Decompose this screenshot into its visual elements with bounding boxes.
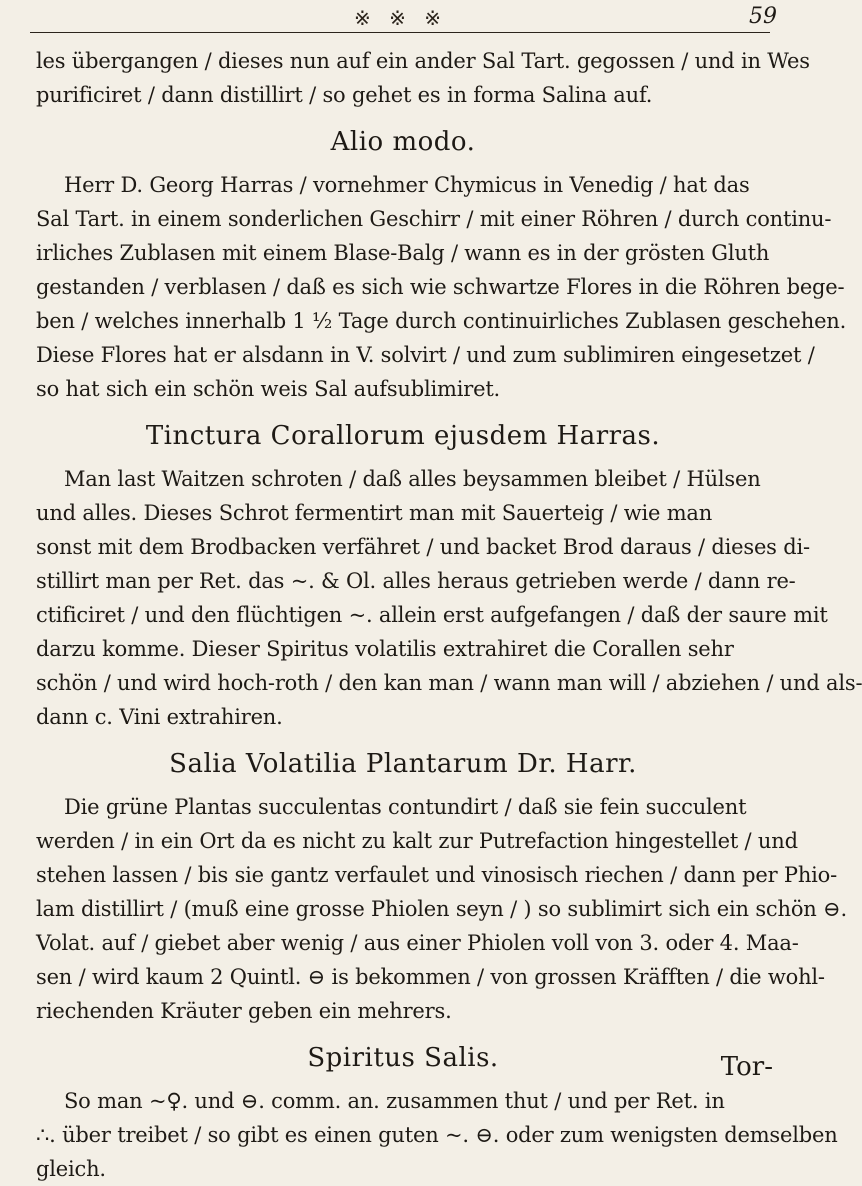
text-line: Sal Tart. in einem sonderlichen Geschirr / mit einer Röhren / durch continu- xyxy=(36,207,832,231)
section-heading: Tinctura Corallorum ejusdem Harras. xyxy=(145,421,661,451)
text-line: Herr D. Georg Harras / vornehmer Chymicus in Venedig / hat das xyxy=(64,173,750,197)
text-line: irliches Zublasen mit einem Blase-Balg / wann es in der grösten Gluth xyxy=(36,241,770,265)
text-line: Diese Flores hat er alsdann in V. solvirt / und zum sublimiren eingesetzet / xyxy=(36,343,815,367)
text-line: So man ~♀. und ⊖. comm. an. zusammen thut / und per Ret. in xyxy=(64,1089,725,1113)
text-line: Die grüne Plantas succulentas contundirt / daß sie fein succulent xyxy=(64,795,747,819)
text-line: ben / welches innerhalb 1 ½ Tage durch continuirliches Zublasen geschehen. xyxy=(36,309,847,333)
text-line: stehen lassen / bis sie gantz verfaulet und vinosisch riechen / dann per Phio- xyxy=(36,863,838,887)
text-line: ∴. über treibet / so gibt es einen guten ~. ⊖. oder zum wenigsten demselben xyxy=(36,1123,838,1147)
section-heading: Spiritus Salis. xyxy=(307,1043,499,1073)
text-line: so hat sich ein schön weis Sal aufsublimiret. xyxy=(36,377,501,401)
text-line: und alles. Dieses Schrot fermentirt man mit Sauerteig / wie man xyxy=(36,501,713,525)
catchword: Tor- xyxy=(720,1052,773,1082)
text-line: purificiret / dann distillirt / so gehet es in forma Salina auf. xyxy=(36,83,653,107)
text-line: stillirt man per Ret. das ~. & Ol. alles heraus getrieben werde / dann re- xyxy=(36,569,796,593)
text-line: gestanden / verblasen / daß es sich wie schwartze Flores in die Röhren bege- xyxy=(36,275,845,299)
section-heading: Alio modo. xyxy=(330,127,476,157)
text-line: sonst mit dem Brodbacken verfähret / und backet Brod daraus / dieses di- xyxy=(36,535,810,559)
text-line: les übergangen / dieses nun auf ein ander Sal Tart. gegossen / und in Wes xyxy=(36,49,810,73)
text-line: riechenden Kräuter geben ein mehrers. xyxy=(36,999,452,1023)
page-number: 59 xyxy=(749,4,777,29)
text-line: sen / wird kaum 2 Quintl. ⊖ is bekommen / von grossen Kräfften / die wohl- xyxy=(36,965,825,989)
text-line: Man last Waitzen schroten / daß alles beysammen bleibet / Hülsen xyxy=(64,467,761,491)
text-line: schön / und wird hoch-roth / den kan man / wann man will / abziehen / und als- xyxy=(36,671,862,695)
text-line: gleich. xyxy=(36,1157,106,1181)
page-text xyxy=(36,44,862,1186)
header-rule xyxy=(30,32,770,33)
text-line: dann c. Vini extrahiren. xyxy=(36,705,283,729)
text-line: ctificiret / und den flüchtigen ~. allein erst aufgefangen / daß der saure mit xyxy=(36,603,828,627)
text-line: Volat. auf / giebet aber wenig / aus einer Phiolen voll von 3. oder 4. Maa- xyxy=(36,931,799,955)
header-ornaments: ※ ※ ※ xyxy=(354,6,447,30)
text-line: werden / in ein Ort da es nicht zu kalt zur Putrefaction hingestellet / und xyxy=(36,829,798,853)
text-line: lam distillirt / (muß eine grosse Phiolen seyn / ) so sublimirt sich ein schön ⊖. xyxy=(36,897,847,921)
section-heading: Salia Volatilia Plantarum Dr. Harr. xyxy=(169,749,637,779)
text-line: darzu komme. Dieser Spiritus volatilis extrahiret die Corallen sehr xyxy=(36,637,734,661)
